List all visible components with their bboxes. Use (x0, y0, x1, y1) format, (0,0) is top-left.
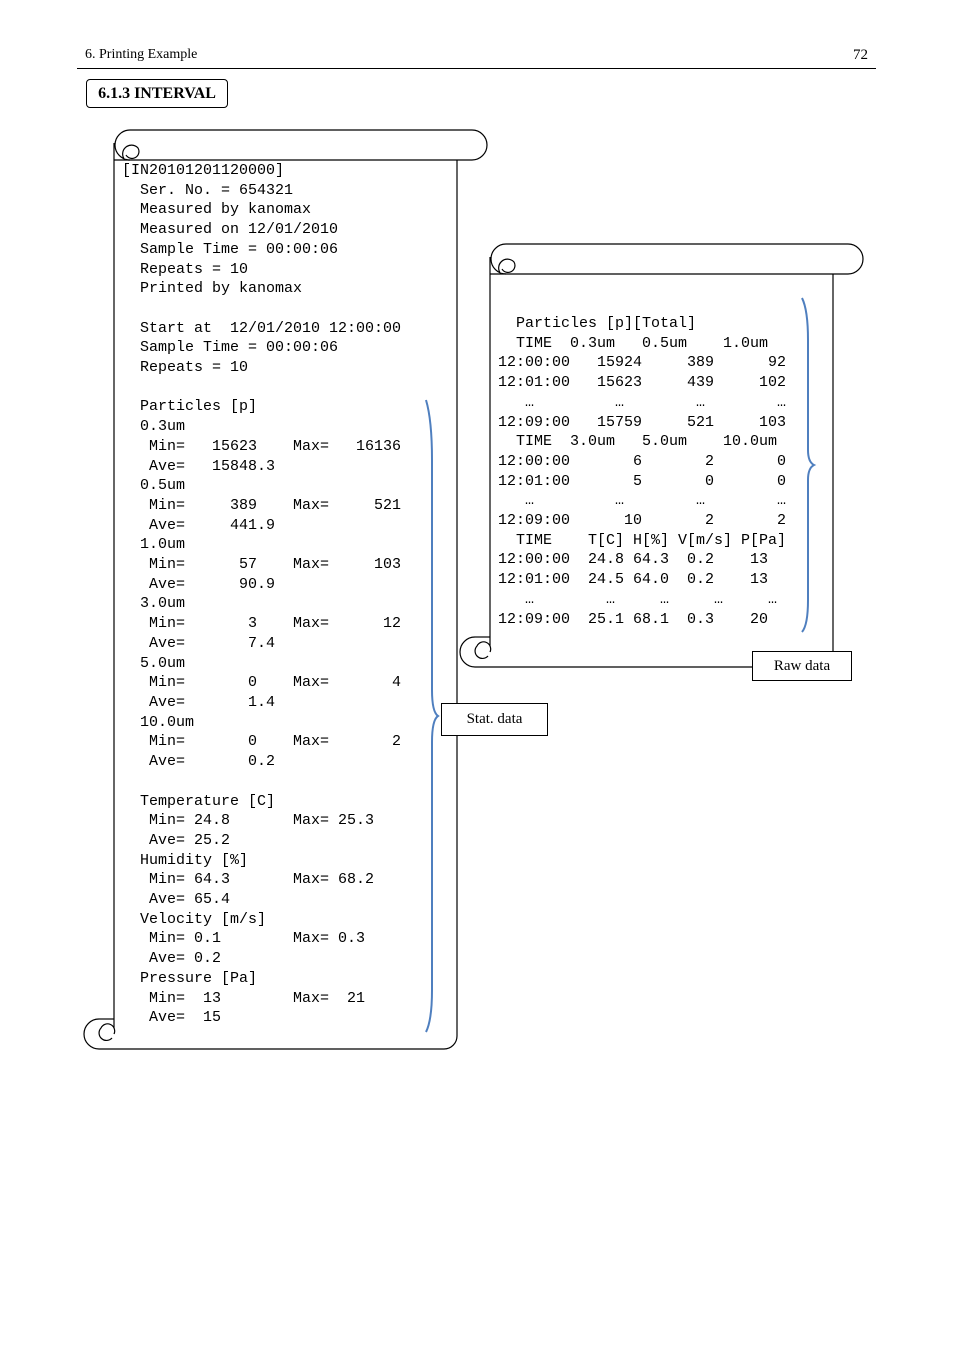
stat-printout-line: Min= 64.3 Max= 68.2 (122, 871, 375, 889)
raw-printout-line: 12:00:00 6 2 0 (498, 452, 787, 470)
stat-printout-line: Ave= 0.2 (122, 753, 276, 771)
raw-printout-line: 12:09:00 10 2 2 (498, 512, 787, 530)
stat-printout-line: 0.3um (122, 418, 186, 436)
stat-printout-line: Min= 389 Max= 521 (122, 496, 402, 514)
stat-printout-line: Min= 0.1 Max= 0.3 (122, 930, 366, 948)
stat-printout-line: 1.0um (122, 536, 186, 554)
stat-printout-line: Velocity [m/s] (122, 910, 267, 928)
stat-printout-line: Min= 24.8 Max= 25.3 (122, 812, 375, 830)
stat-printout-line: Ave= 25.2 (122, 831, 231, 849)
raw-printout-line: TIME 3.0um 5.0um 10.0um (498, 433, 778, 451)
stat-printout-line: Ave= 441.9 (122, 516, 276, 534)
raw-printout-line: … … … … (498, 393, 787, 411)
raw-printout-line: 12:00:00 15924 389 92 (498, 354, 787, 372)
stat-data-printout (122, 161, 401, 1028)
stat-printout-line: Repeats = 10 (122, 260, 249, 278)
stat-data-label: Stat. data (441, 703, 548, 736)
raw-printout-line: 12:09:00 15759 521 103 (498, 413, 787, 431)
stat-printout-line: Ave= 90.9 (122, 575, 276, 593)
raw-printout-line: Particles [p][Total] (498, 315, 697, 332)
stat-printout-line: Measured on 12/01/2010 (122, 221, 339, 239)
stat-printout-line: Ave= 0.2 (122, 950, 222, 968)
raw-data-label: Raw data (752, 651, 852, 681)
page-number: 72 (853, 47, 868, 63)
stat-printout-line: 0.5um (122, 477, 186, 495)
stat-printout-line: Pressure [Pa] (122, 969, 258, 987)
raw-printout-line: 12:09:00 25.1 68.1 0.3 20 (498, 610, 769, 628)
stat-data-brace (426, 400, 438, 1032)
stat-printout-line: Min= 3 Max= 12 (122, 615, 402, 633)
stat-printout-line: Ser. No. = 654321 (122, 181, 294, 199)
stat-printout-line: 3.0um (122, 595, 186, 613)
running-header-title: 6. Printing Example (85, 47, 198, 62)
stat-printout-line: Measured by kanomax (122, 201, 312, 219)
stat-printout-line: Particles [p] (122, 398, 258, 416)
stat-printout-line: Humidity [%] (122, 851, 249, 869)
stat-printout-line (122, 299, 401, 319)
stat-printout-line: Ave= 15 (122, 1009, 222, 1027)
stat-printout-line: Sample Time = 00:00:06 (122, 339, 339, 357)
stat-printout-line: Temperature [C] (122, 792, 276, 810)
raw-data-brace (802, 298, 814, 632)
stat-printout-line: Ave= 1.4 (122, 693, 276, 711)
stat-printout-line: Printed by kanomax (122, 280, 303, 298)
raw-printout-line: 12:00:00 24.8 64.3 0.2 13 (498, 551, 769, 569)
raw-printout-line: 12:01:00 5 0 0 (498, 472, 787, 490)
raw-printout-line: TIME 0.3um 0.5um 1.0um (498, 334, 769, 352)
raw-printout-line: 12:01:00 24.5 64.0 0.2 13 (498, 571, 769, 589)
stat-printout-line: Start at 12/01/2010 12:00:00 (122, 319, 402, 337)
stat-printout-line: 5.0um (122, 654, 186, 672)
raw-data-printout (498, 314, 786, 629)
stat-printout-line: Min= 13 Max= 21 (122, 989, 366, 1007)
stat-printout-line: Min= 0 Max= 4 (122, 674, 402, 692)
raw-printout-line: TIME T[C] H[%] V[m/s] P[Pa] (498, 531, 787, 549)
stat-printout-line (122, 772, 401, 792)
stat-printout-line: Min= 0 Max= 2 (122, 733, 402, 751)
stat-printout-line: Min= 57 Max= 103 (122, 556, 402, 574)
stat-printout-line: Ave= 65.4 (122, 891, 231, 909)
stat-printout-line: Sample Time = 00:00:06 (122, 240, 339, 258)
stat-printout-line: Ave= 7.4 (122, 634, 276, 652)
stat-printout-line: Repeats = 10 (122, 359, 249, 377)
raw-printout-line: … … … … … (498, 590, 778, 608)
stat-printout-line: 10.0um (122, 713, 195, 731)
section-heading: 6.1.3 INTERVAL (86, 79, 228, 108)
stat-printout-line: Ave= 15848.3 (122, 457, 276, 475)
stat-printout-line: [IN20101201120000] (122, 162, 285, 179)
stat-printout-line: Min= 15623 Max= 16136 (122, 437, 402, 455)
raw-printout-line: 12:01:00 15623 439 102 (498, 374, 787, 392)
raw-printout-line: … … … … (498, 492, 787, 510)
stat-printout-line (122, 378, 401, 398)
